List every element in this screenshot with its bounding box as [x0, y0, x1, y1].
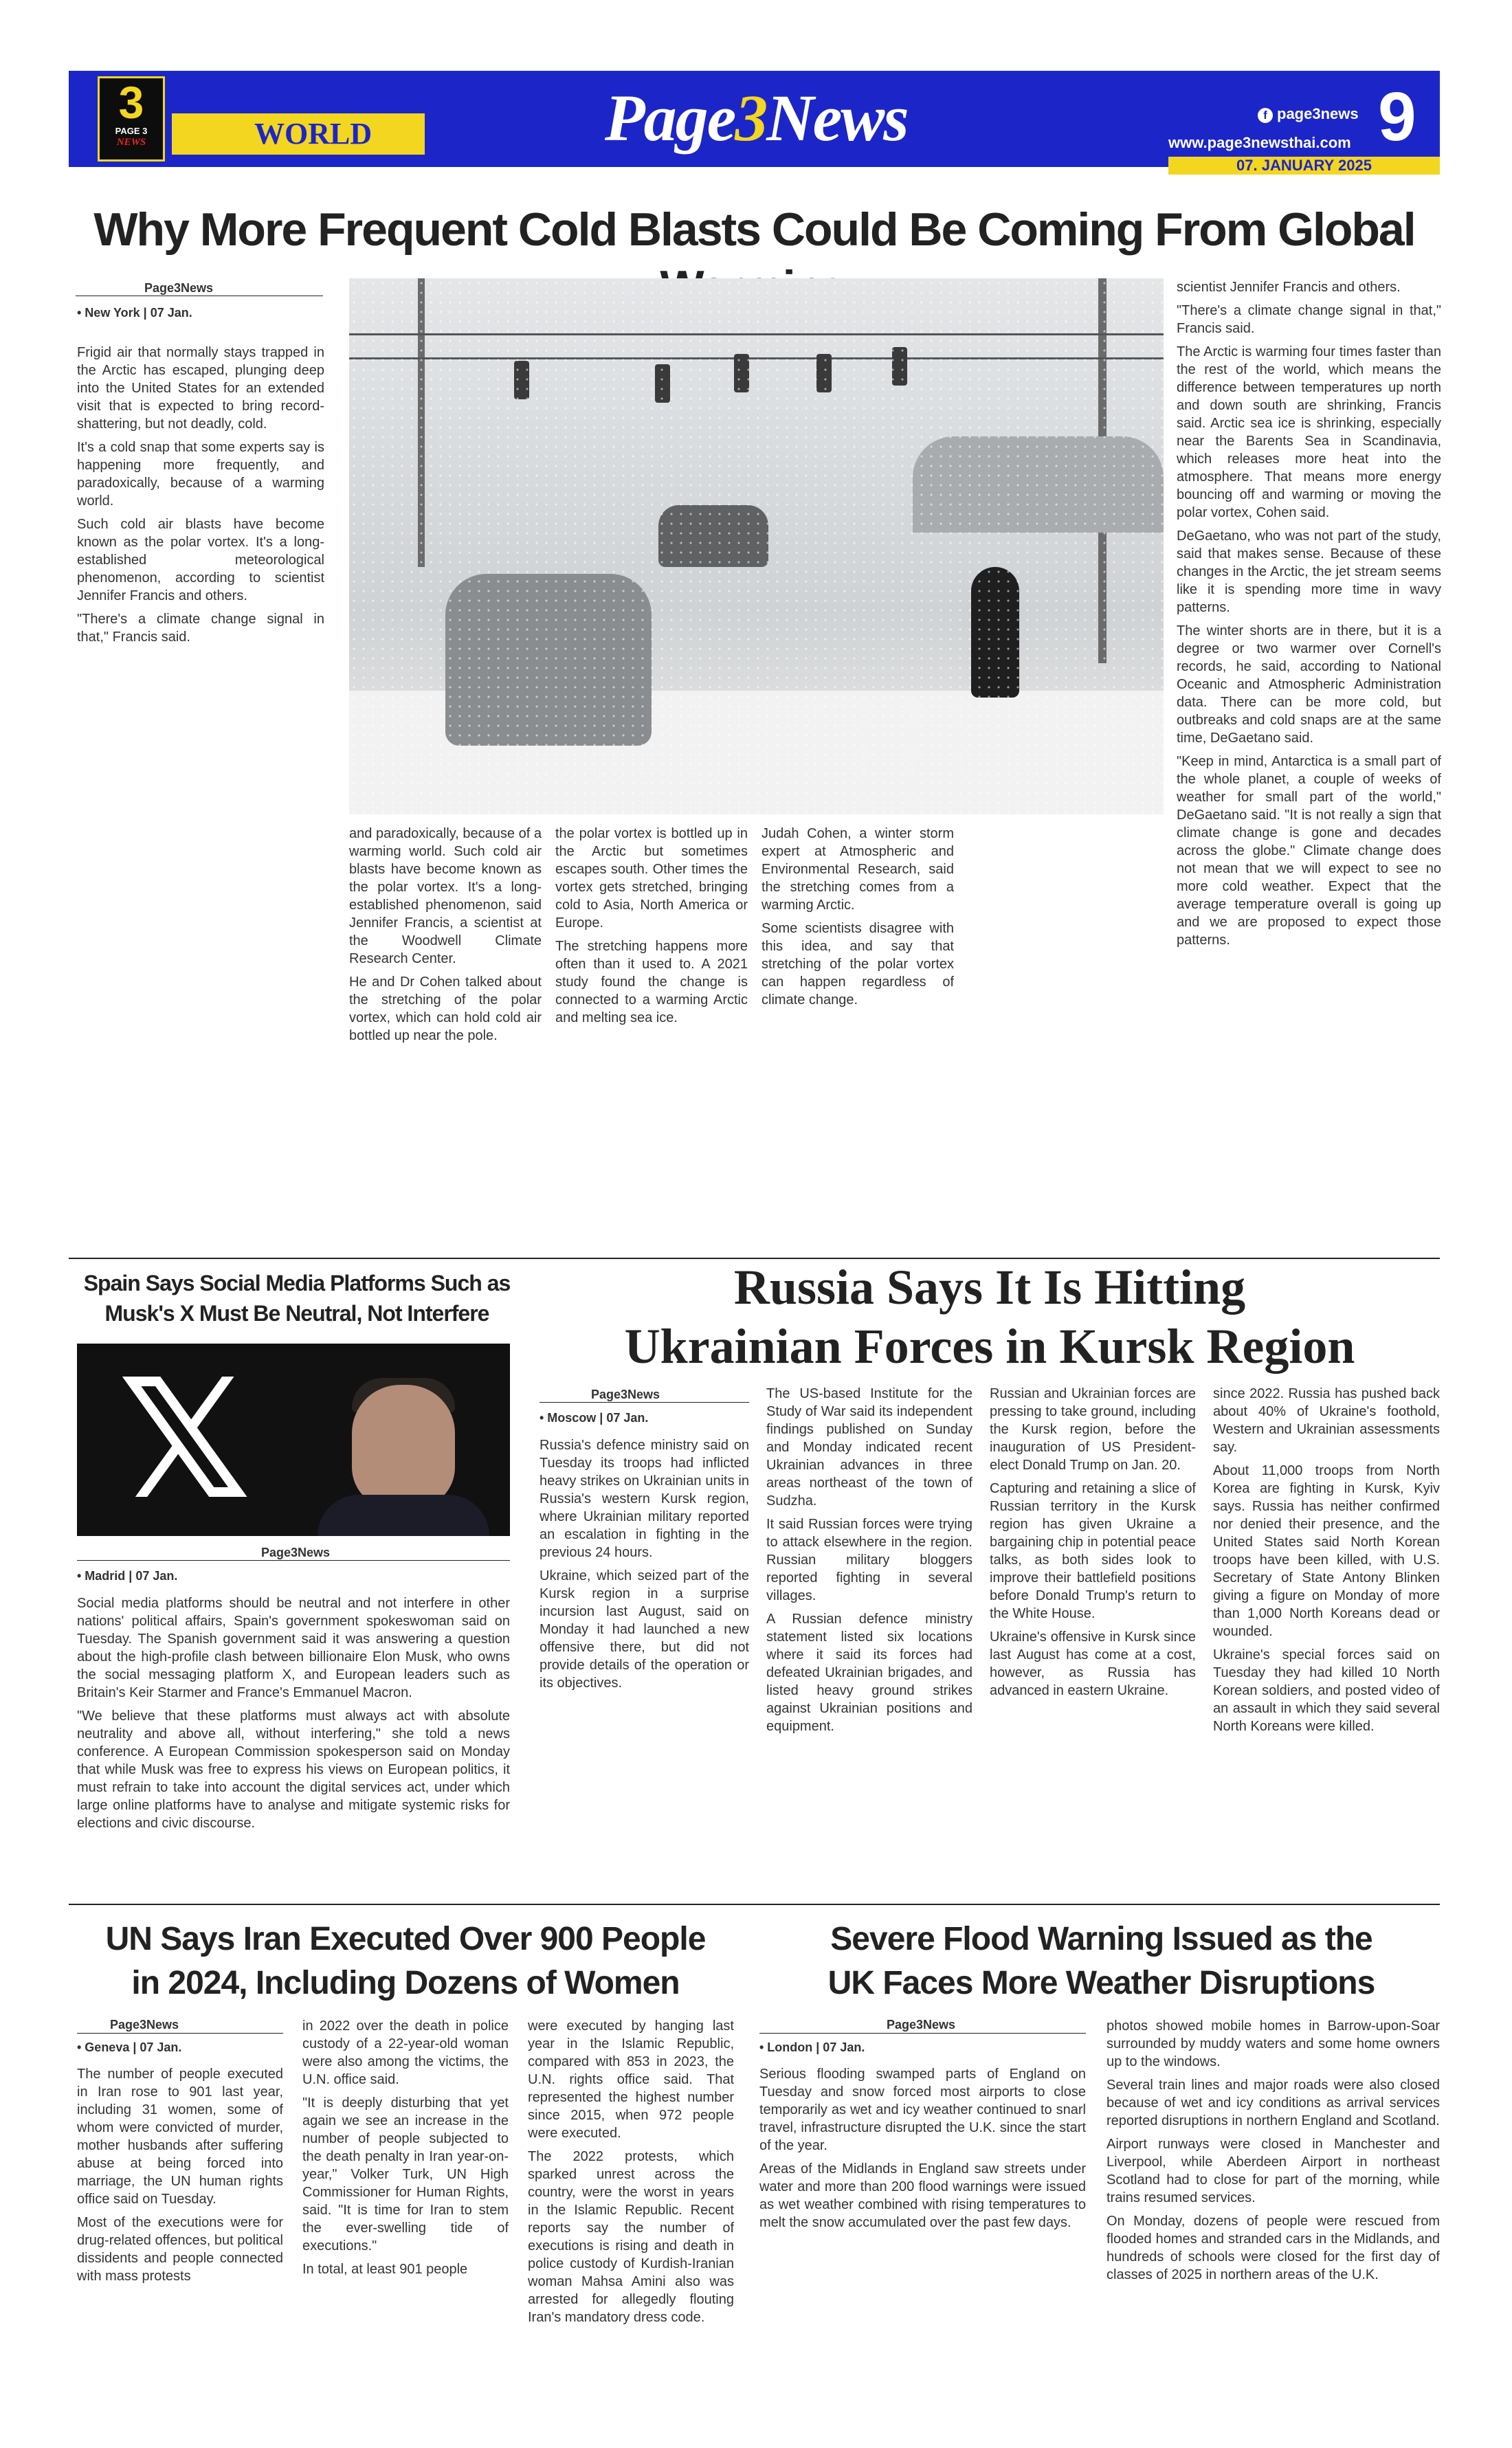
brand-right: News: [766, 81, 908, 155]
spain-headline-line2: Musk's X Must Be Neutral, Not Interfere: [104, 1301, 489, 1326]
paragraph: The US-based Institute for the Study of War said its independent findings published on Sunday and Monday indicated recent Ukrainian advances in three areas northeast of the town of Sudzha.: [766, 1386, 972, 1509]
iran-headline-line1: UN Says Iran Executed Over 900 People: [105, 1921, 706, 1957]
russia-headline: [536, 1258, 1443, 1376]
flood-credit: Page3News: [887, 2018, 956, 2032]
facebook-icon: f: [1258, 108, 1273, 123]
paragraph: It said Russian forces were trying to attack elsewhere in the region. Russian military bloggers reported fighting in several villages.: [766, 1517, 972, 1603]
brand-three: 3: [735, 81, 767, 155]
cold-weather-photo: [349, 278, 1164, 814]
paragraph: "There's a climate change signal in that," Francis said.: [77, 612, 324, 645]
spain-headline: [77, 1268, 517, 1328]
iran-col2: [302, 2017, 509, 2423]
russia-headline-line1: Russia Says It Is Hitting: [733, 1260, 1246, 1315]
iran-dateline: • Geneva | 07 Jan.: [77, 2040, 182, 2054]
russia-col4: [1213, 1385, 1440, 1883]
paragraph: About 11,000 troops from North Korea are fighting in Kursk, Kyiv says. Russia has neither confirmed nor denied their presence, and the United States said North Korean troops have been killed, with U.S. Secretary of State Antony Blinken giving a figure on Monday of more than 1,000 North Koreans dead or wounded.: [1213, 1463, 1440, 1639]
russia-dateline: • Moscow | 07 Jan.: [540, 1411, 649, 1425]
russia-col2: [766, 1385, 972, 1883]
cold-blasts-col1: [77, 344, 324, 1237]
paragraph: The winter shorts are in there, but it is a degree or two warmer over Cornell's records, he said, according to National Oceanic and Atmospheric Administration data. There can be more cold, but outbreaks and cold snaps are at the same time, DeGaetano said.: [1177, 623, 1441, 746]
paragraph: Several train lines and major roads were also closed because of wet and icy conditions as arrival services reported disruptions in northern England and Scotland.: [1107, 2078, 1440, 2128]
falling-snow: [349, 278, 1164, 814]
cold-blasts-col4: [761, 825, 954, 1254]
paragraph: Judah Cohen, a winter storm expert at Atmospheric and Environmental Research, said the stretching comes from a warming Arctic.: [761, 826, 954, 913]
divider: [540, 1402, 749, 1403]
flood-col1: [759, 2065, 1086, 2423]
logo-number: 3: [118, 77, 144, 128]
paragraph: On Monday, dozens of people were rescued from flooded homes and stranded cars in the Midlands, and hundreds of schools were closed for the first day of classes of 2025 in northern areas of the U.K.: [1107, 2214, 1440, 2282]
paragraph: The stretching happens more often than it used to. A 2021 study found the change is connected to a warming Arctic and melting sea ice.: [555, 939, 748, 1025]
paragraph: "It is deeply disturbing that yet again we see an increase in the number of people subjected to the death penalty in Iran year-on-year," Volker Turk, UN High Commissioner for Human Rights, said. "It is time for Iran to stem the ever-swelling tide of executions.": [302, 2095, 509, 2254]
paragraph: Most of the executions were for drug-related offences, but political dissidents and people connected with mass protests: [77, 2215, 283, 2284]
iran-credit: Page3News: [110, 2018, 179, 2032]
cold-blasts-credit: Page3News: [144, 281, 214, 295]
flood-headline: [763, 1917, 1440, 2005]
paragraph: He and Dr Cohen talked about the stretching of the polar vortex, which can hold cold air bottled up near the pole.: [349, 975, 542, 1043]
x-and-musk-photo: [77, 1344, 510, 1536]
flood-col2: [1107, 2017, 1440, 2423]
paragraph: In total, at least 901 people: [302, 2262, 468, 2277]
paragraph: Such cold air blasts have become known as the polar vortex. It's a long-established meteorological phenomenon, according to scientist Jennifer Francis and others.: [77, 517, 324, 603]
spain-dateline: • Madrid | 07 Jan.: [77, 1569, 178, 1583]
paragraph: "There's a climate change signal in that," Francis said.: [1177, 303, 1441, 336]
spain-body: [77, 1594, 510, 1883]
paragraph: "Keep in mind, Antarctica is a small part of the whole planet, a couple of weeks of weather for small part of the world," DeGaetano said. "It is not really a sign that climate change is gone and decades across the globe." Climate change does not mean that we will expect to see no more cold weather. Expect that the average temperature overall is going up and we are proposed to expect those patterns.: [1177, 754, 1441, 948]
paragraph: A Russian defence ministry statement listed six locations where it said its forces had defeated Ukrainian brigades, and listed heavy ground strikes against Ukrainian positions and equipment.: [766, 1612, 972, 1734]
paragraph: Ukraine's offensive in Kursk since last August has come at a cost, however, as Russia has advanced in eastern Ukraine.: [990, 1629, 1196, 1698]
russia-col3: [990, 1385, 1196, 1883]
paragraph: Russian and Ukrainian forces are pressing to take ground, including the Kursk region, before the inauguration of US President-elect Donald Trump on Jan. 20.: [990, 1386, 1196, 1473]
brand-title: [605, 80, 908, 156]
divider: [77, 1560, 510, 1561]
paragraph: Capturing and retaining a slice of Russian territory in the Kursk region has given Ukraine a bargaining chip in potential peace talks, as both sides look to improve their battlefield positions before Donald Trump's return to the White House.: [990, 1481, 1196, 1621]
spain-credit: Page3News: [261, 1546, 331, 1559]
facebook-handle-text: page3news: [1277, 105, 1359, 122]
paragraph: Areas of the Midlands in England saw streets under water and more than 200 flood warnings were issued as wet weather combined with rising temperatures to melt the snow accumulated over the past few days.: [759, 2161, 1086, 2230]
brand-left: Page: [605, 81, 735, 155]
logo-bottom-text: NEWS: [116, 137, 146, 148]
paragraph: Social media platforms should be neutral and not interfere in other nations' political affairs, Spain's government spokeswoman said on Tuesday. The Spanish government said it was answering a question about the high-profile clash between billionaire Elon Musk, who owns the social messaging platform X, and European leaders such as Britain's Keir Starmer and France's Emmanuel Macron.: [77, 1596, 510, 1700]
cold-blasts-headline: Why More Frequent Cold Blasts Could Be Coming From Global: [93, 203, 1415, 256]
paragraph: scientist Jennifer Francis and others.: [1177, 280, 1401, 295]
paragraph: The 2022 protests, which sparked unrest across the country, were the worst in years in the Islamic Republic. Recent reports say the number of executions is rising and death in police custody of Kurdish-Iranian woman Mahsa Amini also was arrested for allegedly flouting Iran's mandatory dress code.: [528, 2149, 734, 2325]
issue-date: 07. JANUARY 2025: [1168, 157, 1440, 175]
cold-blasts-col3: [555, 825, 748, 1254]
cold-blasts-dateline: • New York | 07 Jan.: [77, 306, 192, 320]
paragraph: since 2022. Russia has pushed back about 40% of Ukraine's foothold, Western and Ukrainian assessments say.: [1213, 1386, 1440, 1455]
flood-headline-line1: Severe Flood Warning Issued as the: [830, 1921, 1372, 1957]
paragraph: Russia's defence ministry said on Tuesday its troops had inflicted heavy strikes on Ukrainian units in Russia's western Kursk region, where Ukrainian military reported an escalation in fighting in the previous 24 hours.: [540, 1438, 749, 1560]
paragraph: photos showed mobile homes in Barrow-upon-Soar surrounded by muddy waters and some home owners up to the windows.: [1107, 2018, 1440, 2069]
paragraph: Serious flooding swamped parts of England on Tuesday and snow forced most airports to close temporarily as wet and icy weather continued to snarl travel, infrastructure disrupted the U.K. since the start of the year.: [759, 2067, 1086, 2153]
spain-headline-line1: Spain Says Social Media Platforms Such as: [83, 1271, 511, 1295]
cold-blasts-col2: [349, 825, 542, 1254]
paragraph: the polar vortex is bottled up in the Arctic but sometimes escapes south. Other times the vortex gets stretched, bringing cold to Asia, North America or Europe.: [555, 826, 748, 931]
russia-credit: Page3News: [591, 1388, 660, 1401]
paragraph: The number of people executed in Iran rose to 901 last year, including 31 women, some of whom were convicted of murder, mother husbands after suffering abuse at being forced into marriage, the UN human rights office said on Tuesday.: [77, 2067, 283, 2207]
iran-col1: [77, 2065, 283, 2423]
cold-blasts-col5: [1177, 278, 1441, 1254]
section-divider: [69, 1904, 1440, 1905]
paragraph: Frigid air that normally stays trapped in the Arctic has escaped, plunging deep into the United States for an extended visit that is expected to bring record-shattering, but not deadly, cold.: [77, 345, 324, 432]
divider: [759, 2033, 1086, 2034]
flood-dateline: • London | 07 Jan.: [759, 2040, 865, 2054]
face: [352, 1385, 455, 1509]
paragraph: Some scientists disagree with this idea, and say that stretching of the polar vortex can happen regardless of climate change.: [761, 921, 954, 1008]
section-label: WORLD: [172, 113, 425, 155]
paragraph: were executed by hanging last year in the Islamic Republic, compared with 853 in 2023, the U.N. rights office said. That represented the highest number since 2015, when 972 people were executed.: [528, 2018, 734, 2141]
paragraph: Ukraine, which seized part of the Kursk region in a surprise incursion last August, said on Monday it had launched a new offensive there, but did not provide details of the operation or its objectives.: [540, 1568, 749, 1691]
paragraph: Airport runways were closed in Manchester and Liverpool, while Aberdeen Airport in northeast Scotland had to close for part of the morning, while trains resumed services.: [1107, 2137, 1440, 2205]
page3-logo: [98, 76, 165, 162]
iran-headline-line2: in 2024, Including Dozens of Women: [131, 1965, 680, 2001]
masthead: [69, 71, 1440, 167]
website-link[interactable]: www.page3newsthai.com: [1168, 134, 1351, 151]
suit: [318, 1495, 489, 1536]
iran-col3: [528, 2017, 734, 2423]
flood-headline-line2: UK Faces More Weather Disruptions: [827, 1965, 1375, 2001]
paragraph: The Arctic is warming four times faster than the rest of the world, which means the difference between temperatures up north and down south are shrinking, Francis said. Arctic sea ice is shrinking, especially near the Barents Sea in Scandinavia, which releases more heat into the atmosphere. That means more energy bouncing off and warming or moving the polar vortex, Cohen said.: [1177, 344, 1441, 520]
divider: [77, 2033, 283, 2034]
russia-col1: [540, 1436, 749, 1883]
russia-headline-line2: Ukrainian Forces in Kursk Region: [624, 1319, 1355, 1374]
paragraph: It's a cold snap that some experts say is happening more frequently, and paradoxically, because of a warming world.: [77, 440, 324, 509]
page-number: 9: [1378, 78, 1416, 155]
facebook-handle[interactable]: [1258, 105, 1359, 123]
paragraph: Ukraine's special forces said on Tuesday they had killed 10 North Korean soldiers, and posted video of an assault in which they said several North Koreans were killed.: [1213, 1647, 1440, 1734]
paragraph: DeGaetano, who was not part of the study, said that makes sense. Because of these changes in the Arctic, the jet stream seems like it is spending more time in wavy patterns.: [1177, 528, 1441, 615]
iran-headline: [76, 1917, 735, 2005]
paragraph: in 2022 over the death in police custody of a 22-year-old woman were also among the victims, the U.N. office said.: [302, 2018, 509, 2087]
paragraph: "We believe that these platforms must always act with absolute neutrality and above all, without interfering," she told a news conference. A European Commission spokesperson said on Monday that while Musk was free to express his views on European politics, it must refrain to take into account the digital services act, under which large online platforms have to analyse and mitigate systemic risks for elections and civic discourse.: [77, 1709, 510, 1831]
logo-top-text: PAGE 3: [115, 126, 148, 136]
x-logo-icon: 𝕏: [118, 1344, 252, 1536]
paragraph: and paradoxically, because of a warming world. Such cold air blasts have become known as the polar vortex. It's a long-established phenomenon, said Jennifer Francis, a scientist at the Woodwell Climate Research Center.: [349, 826, 542, 966]
